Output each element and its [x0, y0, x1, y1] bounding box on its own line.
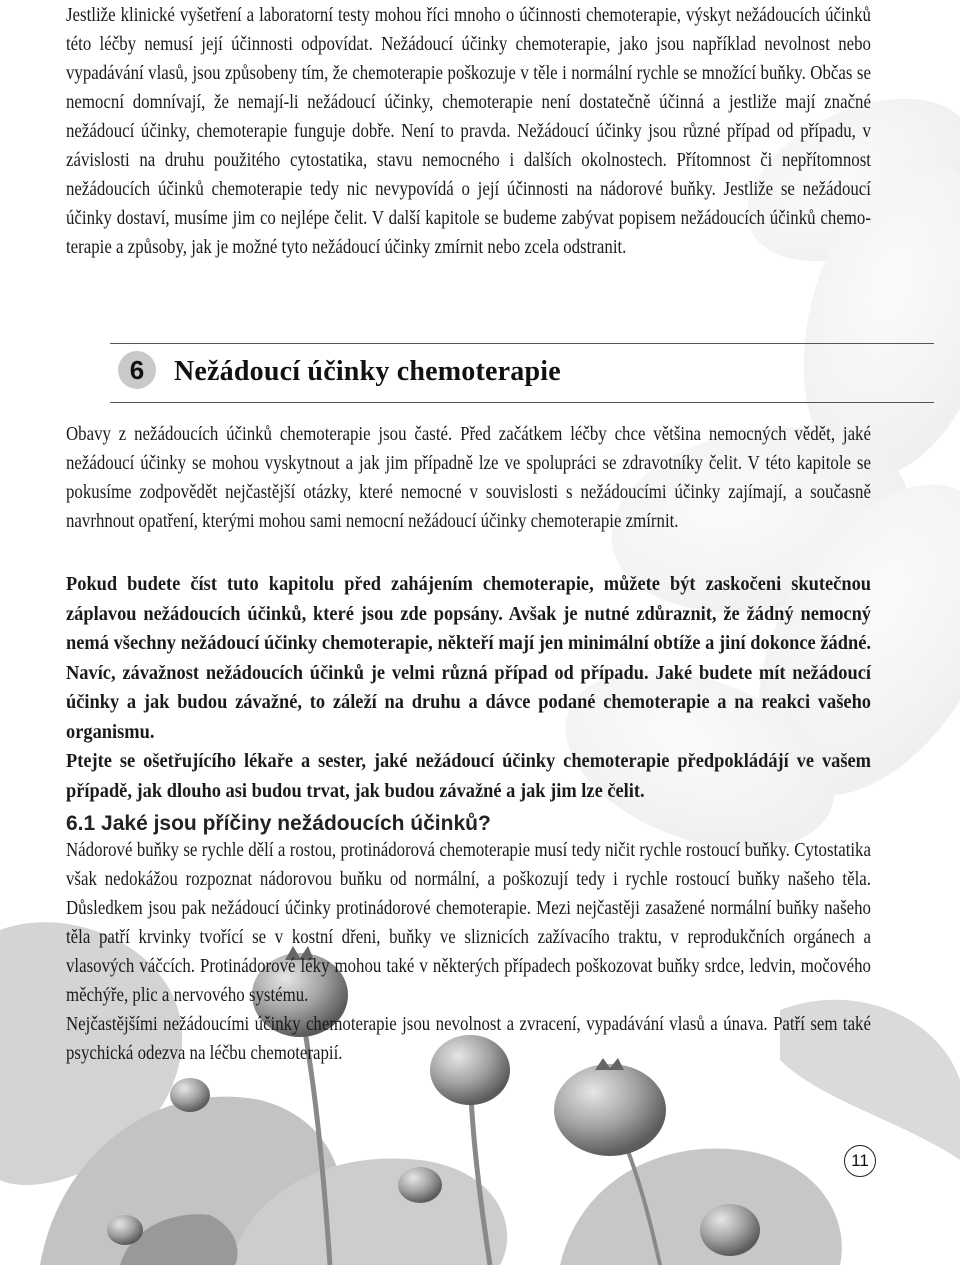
chapter-intro-paragraph: Obavy z nežádoucích účinků chemoterapie jsou časté. Před začátkem léčby chce většina nemocných vědět, jaké nežádoucí účinky se mohou vyskytnout a jak jim případně lze ve spolupráci se zdravotníky čelit. V této kapitole se pokusíme zodpovědět nejčastější otázky, které nemocné v souvislosti s nežádoucími účinky zajímají, a současně navrhnout opatření, kterými mohou sami nemocní nežádoucí účinky chemoterapie zmírnit. — [66, 424, 871, 532]
bold-notice-paragraph-2: Ptejte se ošetřujícího lékaře a sester, jaké nežádoucí účinky chemoterapie předpokládájí ve vašem případě, jak dlouho asi budou trvat, jak budou závažné a jak jim lze čelit. — [66, 750, 871, 802]
intro-block — [66, 1, 871, 262]
chapter-top-rule — [110, 343, 934, 344]
chapter-intro-block — [66, 420, 871, 536]
chapter-title: Nežádoucí účinky chemoterapie — [174, 356, 561, 387]
section-6-1-heading: 6.1 Jaké jsou příčiny nežádoucích účinků? — [66, 812, 491, 835]
section-6-1-body — [66, 836, 871, 1068]
chapter-number-badge: 6 — [118, 351, 156, 389]
chapter-bottom-rule — [110, 402, 934, 403]
bold-notice-paragraph-1: Pokud budete číst tuto kapitolu před zahájením chemoterapie, můžete být zaskočeni skutečnou záplavou nežádoucích účinků, které jsou zde popsány. Avšak je nutné zdůraznit, že žádný nemocný nemá všechny nežádoucí účinky chemoterapie, někteří mají jen minimální obtíže a jiní dokonce žádné. Navíc, závažnost nežádoucích účinků je velmi různá případ od případu. Jaké budete mít nežádoucí účinky a jak budou závažné, to záleží na druhu a dávce podané chemoterapie a na reakci vašeho organismu. — [66, 573, 871, 743]
bold-notice-block — [66, 570, 871, 806]
section-6-1-paragraph-1: Nádorové buňky se rychle dělí a rostou, protinádorová chemoterapie musí tedy ničit rychle rostoucí buňky. Cytostatika však nedokážou rozpoznat nádorovou buňku od normální, a poškozují tedy i rychle rostoucí buňky našeho těla. Důsledkem jsou pak nežádoucí účinky protinádorové chemoterapie. Mezi nejčastěji zasažené normální buňky našeho těla patří krvinky tvořící se v kostní dřeni, buňky ve sliznicích zažívacího traktu, v reprodukčních orgánech a vlasových váčcích. Protinádorové léky mohou také v některých případech poškozovat buňky srdce, ledvin, močového měchýře, plic a nervového systému. — [66, 840, 871, 1006]
section-6-1-paragraph-2: Nejčastějšími nežádoucími účinky chemoterapie jsou nevolnost a zvracení, vypadávání vlasů a únava. Patří sem také psychická odezva na léčbu chemoterapií. — [66, 1014, 871, 1064]
page-number: 11 — [844, 1145, 876, 1177]
intro-paragraph: Jestliže klinické vyšetření a laboratorní testy mohou říci mnoho o účinnosti chemoterapie, výskyt nežádoucích účinků této léčby nemusí její účinnosti odpovídat. Nežádoucí účinky chemoterapie, jako jsou například nevolnost nebo vypadávání vlasů, jsou způsobeny tím, že chemoterapie poškozuje v těle i normální rychle se množící buňky. Občas se nemocní domnívají, že nemají-li nežádoucí účinky, chemoterapie není dostatečně účinná a jestliže mají značné nežádoucí účinky, chemoterapie funguje dobře. Není to pravda. Nežádoucí účinky jsou různé případ od případu, v závislosti na druhu použitého cytostatika, stavu nemocného i dalších okolnostech. Přítomnost či nepřítomnost nežádoucích účinků chemoterapie tedy nic nevypovídá o její účinnosti na nádorové buňky. Jestliže se nežádoucí účinky dostaví, musíme jim co nejlépe čelit. V další kapitole se budeme zabývat popisem nežádoucích účinků chemoterapie a způsoby, jak je možné tyto nežádoucí účinky zmírnit nebo zcela odstranit. — [66, 5, 871, 258]
